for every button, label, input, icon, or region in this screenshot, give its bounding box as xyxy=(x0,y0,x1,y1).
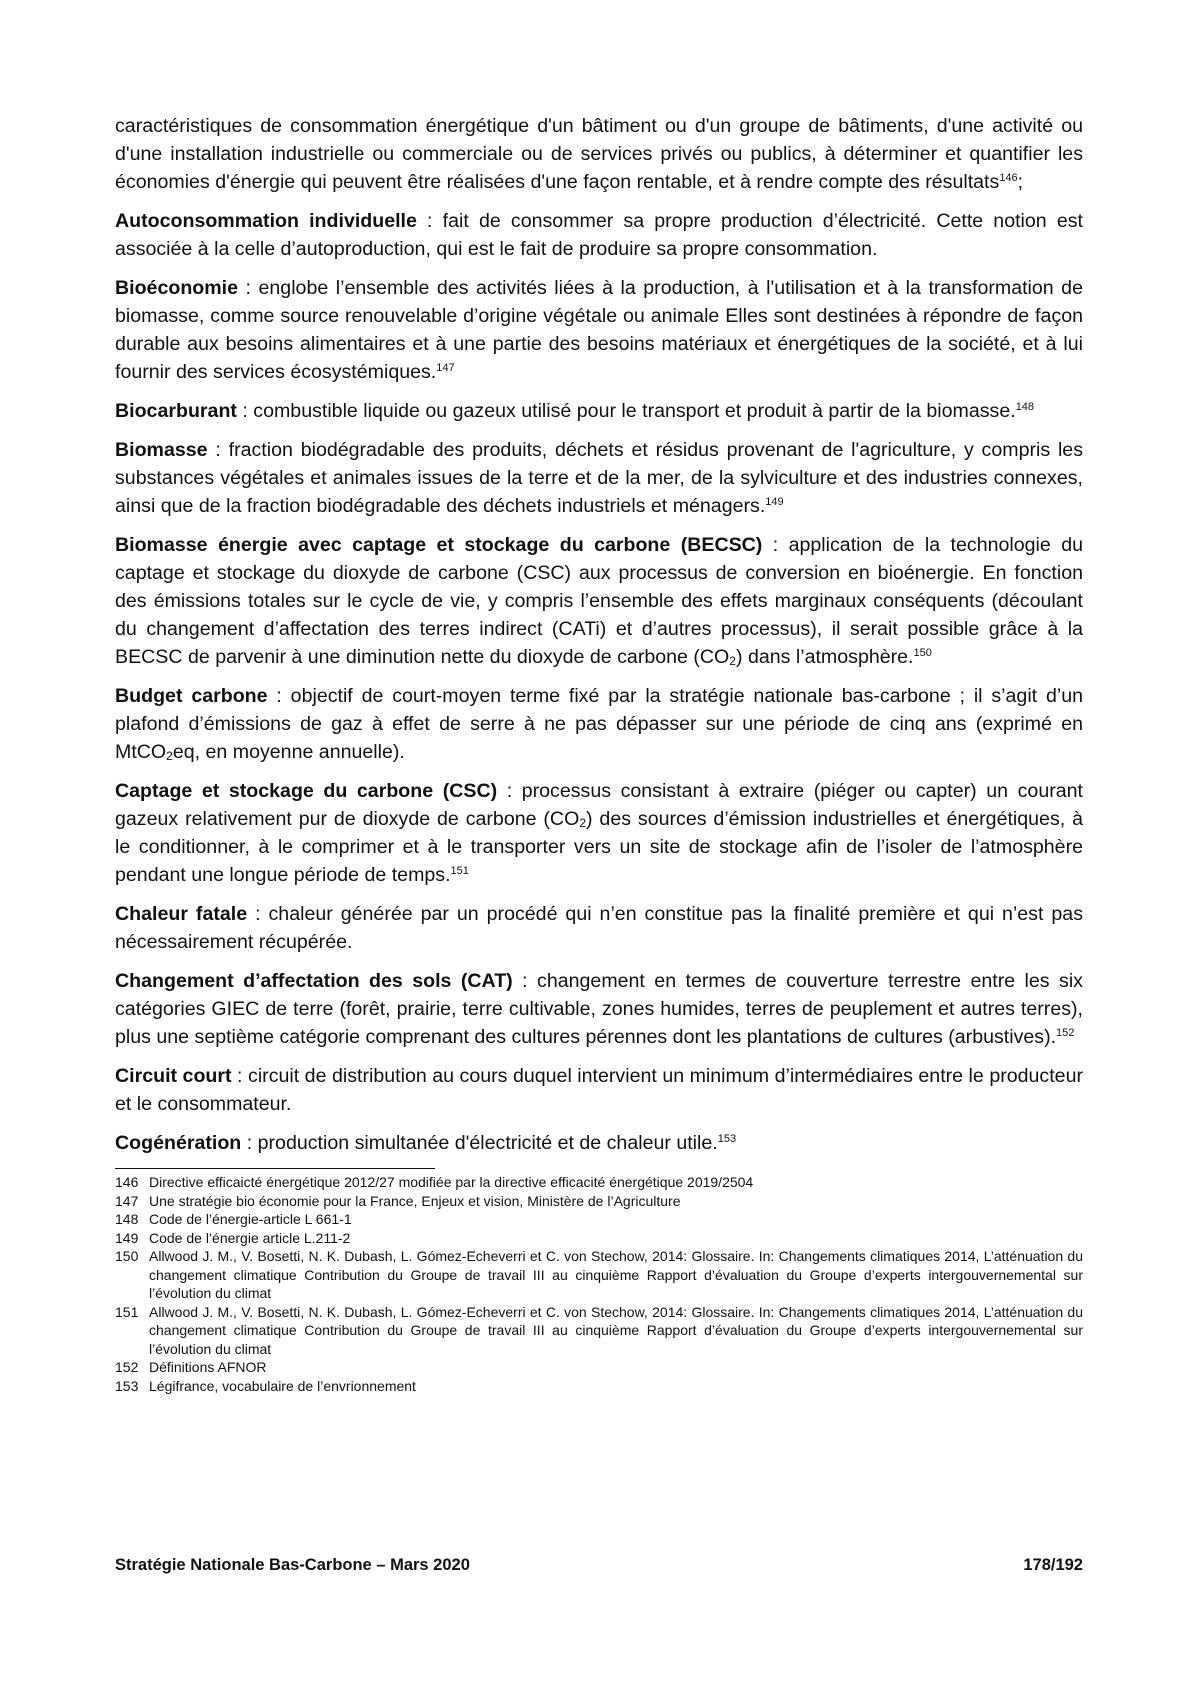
glossary-definition: fraction biodégradable des produits, déchets et résidus provenant de l'agriculture, y compris les substances végétales et animales issues de la terre et de la mer, de la sylviculture et des industries connexes, ainsi que de la fraction biodégradable des déchets industriels et ménagers. xyxy=(115,439,1083,517)
term-separator: : xyxy=(238,277,259,299)
glossary-definition: objectif de court-moyen terme fixé par la stratégie nationale bas-carbone ; il s’agit d’un plafond d’émissions de gaz à effet de serre à ne pas dépasser sur une période de cinq ans (exprimé en MtCO xyxy=(115,685,1083,763)
glossary-entry xyxy=(115,274,1083,386)
footnote xyxy=(115,1247,1083,1303)
glossary-definition: application de la technologie du captage et stockage du dioxyde de carbone (CSC) aux processus de conversion en bioénergie. En fonction des émissions totales sur le cycle de vie, y compris l’ensemble des effets marginaux conséquents (découlant du changement d’affectation des terres indirect (CATi) et d’autres processus), il serait possible grâce à la BECSC de parvenir à une diminution nette du dioxyde de carbone (CO xyxy=(115,534,1083,668)
glossary-definition: circuit de distribution au cours duquel intervient un minimum d’intermédiaires entre le producteur et le consommateur. xyxy=(115,1065,1083,1115)
intro-text: caractéristiques de consommation énergétique d'un bâtiment ou d'un groupe de bâtiments, d'une activité ou d'une installation industrielle ou commerciale ou de services privés ou publics, à déterminer et quantifier les économies d'énergie qui peuvent être réalisées d'une façon rentable, et à rendre compte des résultats xyxy=(115,115,1083,193)
glossary-entry xyxy=(115,900,1083,956)
glossary-entry xyxy=(115,1129,1083,1157)
footnote-number: 146 xyxy=(115,1174,139,1190)
intro-paragraph xyxy=(115,112,1083,196)
glossary-entry xyxy=(115,436,1083,520)
glossary-term: Autoconsommation individuelle xyxy=(115,210,417,232)
term-separator: : xyxy=(762,534,789,556)
glossary-term: Circuit court xyxy=(115,1065,232,1087)
glossary-definition: processus consistant à extraire (piéger ou capter) un courant gazeux relativement pur de dioxyde de carbone (CO xyxy=(115,780,1083,830)
footnote-text: Code de l’énergie article L.211-2 xyxy=(149,1229,351,1246)
glossary-definition: combustible liquide ou gazeux utilisé pour le transport et produit à partir de la biomasse. xyxy=(253,400,1016,422)
glossary-entry xyxy=(115,531,1083,671)
glossary-definition: changement en termes de couverture terrestre entre les six catégories GIEC de terre (forêt, prairie, terre cultivable, zones humides, terres de peuplement et autres terres), plus une septième catégorie comprenant des cultures pérennes dont les plantations de cultures (arbustives). xyxy=(115,970,1083,1048)
term-separator: : xyxy=(241,1132,258,1154)
subscript: 2 xyxy=(579,816,587,830)
term-separator: : xyxy=(247,903,269,925)
glossary-definition-cont: eq, en moyenne annuelle). xyxy=(172,741,405,763)
footnote-number: 150 xyxy=(115,1248,139,1264)
glossary-term: Captage et stockage du carbone (CSC) xyxy=(115,780,498,802)
footnotes xyxy=(115,1173,1083,1395)
footnote-ref[interactable]: 153 xyxy=(717,1133,737,1145)
footnote-ref[interactable]: 148 xyxy=(1015,401,1035,413)
glossary-term: Bioéconomie xyxy=(115,277,239,299)
glossary-term: Biocarburant xyxy=(115,400,237,422)
glossary-entry xyxy=(115,1062,1083,1118)
subscript: 2 xyxy=(166,749,173,763)
footnote xyxy=(115,1210,1083,1229)
glossary-entry xyxy=(115,397,1083,425)
page-content xyxy=(115,112,1083,1395)
footnote xyxy=(115,1229,1083,1248)
footnote-text: Directive efficaicté énergétique 2012/27 modifiée par la directive efficacité énergétique 2019/2504 xyxy=(149,1174,754,1190)
glossary-term: Chaleur fatale xyxy=(115,903,248,925)
footnote-number: 152 xyxy=(115,1359,139,1375)
term-separator: : xyxy=(416,210,443,232)
glossary-definition: fait de consommer sa propre production d’électricité. Cette notion est associée à la celle d’autoproduction, qui est le fait de produire sa propre consommation. xyxy=(115,210,1083,260)
glossary-entry xyxy=(115,207,1083,263)
glossary-definition-cont: ) des sources d’émission industrielles et énergétiques, à le conditionner, à le comprimer et à le transporter vers un site de stockage afin de l’isoler de l’atmosphère pendant une longue période de temps. xyxy=(115,808,1083,886)
glossary-term: Changement d’affectation des sols (CAT) xyxy=(115,970,513,992)
footnote-number: 151 xyxy=(115,1303,139,1320)
glossary-term: Budget carbone xyxy=(115,685,268,707)
page-footer xyxy=(115,1556,1083,1575)
footnote xyxy=(115,1303,1083,1359)
footnote-number: 149 xyxy=(115,1229,139,1246)
glossary-term: Biomasse énergie avec captage et stockage du carbone (BECSC) xyxy=(115,534,763,556)
footnote-text: Légifrance, vocabulaire de l’envrionnement xyxy=(149,1377,416,1394)
footnote-number: 153 xyxy=(115,1377,139,1394)
footnote-ref[interactable]: 149 xyxy=(765,496,784,508)
glossary-definition: englobe l’ensemble des activités liées à la production, à l'utilisation et à la transformation de biomasse, comme source renouvelable d’origine végétale ou animale Elles sont destinées à répondre de façon durable aux besoins alimentaires et à une partie des besoins matériaux et énergétiques de la société, et à lui fournir des services écosystémiques. xyxy=(115,277,1083,383)
glossary-definition: chaleur générée par un procédé qui n’en constitue pas la finalité première et qui n’est pas nécessairement récupérée. xyxy=(115,903,1083,953)
term-separator: : xyxy=(497,780,522,802)
page-number: 178/192 xyxy=(1023,1556,1083,1574)
glossary-entry xyxy=(115,777,1083,889)
footnote-number: 148 xyxy=(115,1211,139,1227)
footer-title: Stratégie Nationale Bas-Carbone – Mars 2020 xyxy=(115,1556,470,1574)
term-separator: : xyxy=(207,439,229,461)
glossary-entries xyxy=(115,207,1083,1157)
footnote-ref[interactable]: 146 xyxy=(999,172,1018,184)
footnote-text: Définitions AFNOR xyxy=(149,1359,267,1375)
glossary-entry xyxy=(115,682,1083,766)
footnote xyxy=(115,1377,1083,1396)
footnote-separator xyxy=(115,1168,435,1169)
footnote-ref[interactable]: 147 xyxy=(436,362,455,374)
term-separator: : xyxy=(267,685,291,707)
footnote-text: Une stratégie bio économie pour la France, Enjeux et vision, Ministère de l’Agriculture xyxy=(149,1192,681,1209)
footnote-text: Allwood J. M., V. Bosetti, N. K. Dubash, L. Gómez-Echeverri et C. von Stechow, 2014: Glossaire. In: Changements climatiques 2014, L’atténuation du changement climatique Contribution du Groupe de travail III au cinquième Rapport d’évaluation du Groupe d’experts intergouvernemental sur l’évolution du climat xyxy=(149,1303,1083,1357)
footnote-ref[interactable]: 150 xyxy=(913,647,932,659)
intro-tail: ; xyxy=(1017,171,1024,193)
footnote-text: Allwood J. M., V. Bosetti, N. K. Dubash, L. Gómez-Echeverri et C. von Stechow, 2014: Glossaire. In: Changements climatiques 2014, L’atténuation du changement climatique Contribution du Groupe de travail III au cinquième Rapport d’évaluation du Groupe d’experts intergouvernemental sur l’évolution du climat xyxy=(149,1248,1083,1301)
footnote-ref[interactable]: 151 xyxy=(450,865,469,877)
term-separator: : xyxy=(236,400,254,422)
glossary-term: Cogénération xyxy=(115,1132,242,1154)
term-separator: : xyxy=(231,1065,249,1087)
term-separator: : xyxy=(512,970,538,992)
subscript: 2 xyxy=(729,654,736,668)
footnote xyxy=(115,1192,1083,1211)
glossary-entry xyxy=(115,967,1083,1051)
glossary-term: Biomasse xyxy=(115,439,208,461)
footnote-text: Code de l’énergie-article L 661-1 xyxy=(149,1211,352,1227)
footnote xyxy=(115,1358,1083,1377)
glossary-definition-cont: ) dans l’atmosphère. xyxy=(735,646,914,668)
footnote-number: 147 xyxy=(115,1192,139,1209)
glossary-definition: production simultanée d'électricité et de chaleur utile. xyxy=(257,1132,718,1154)
footnote-ref[interactable]: 152 xyxy=(1056,1027,1075,1039)
footnote xyxy=(115,1173,1083,1192)
